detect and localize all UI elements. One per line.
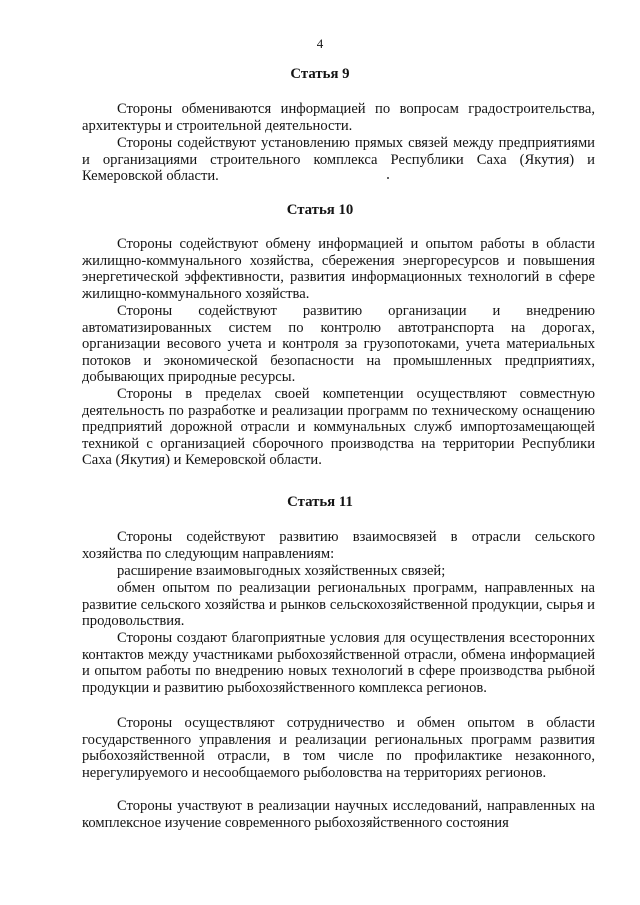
article-10-paragraph-1: Стороны содействуют обмену информацией и опытом работы в области жилищно-коммунального хозяйства, сбережения энергоресурсов и повышения энергетической эффективности, развития информационных технологий в сфере жилищно-коммунального хозяйства. <box>82 236 595 302</box>
article-9-paragraph-2: Стороны содействуют установлению прямых связей между предприятиями и организациями строительного комплекса Республики Саха (Якутия) и Кемеровской области. <box>82 135 595 185</box>
article-11-heading: Статья 11 <box>287 494 353 510</box>
scan-speck <box>387 177 389 179</box>
article-10-paragraph-2: Стороны содействуют развитию организации и внедрению автоматизированных систем по контролю автотранспорта на дорогах, организации весового учета и контроля за грузопотоками, учета материальных потоков и экономической безопасности на промышленных предприятиях, добывающих природные ресурсы. <box>82 303 595 386</box>
article-11-paragraph-4: Стороны создают благоприятные условия для осуществления всесторонних контактов между участниками рыбохозяйственной отрасли, обмена информацией и опытом работы по внедрению новых технологий в сфере производства рыбной продукции и развитию рыбохозяйственного комплекса регионов. <box>82 630 595 696</box>
article-11-paragraph-5: Стороны осуществляют сотрудничество и обмен опытом в области государственного управления и реализации региональных программ развития рыбохозяйственной отрасли, в том числе по профилактике незаконного, нерегулируемого и несообщаемого рыболовства на территориях регионов. <box>82 715 595 781</box>
article-11-paragraph-3: обмен опытом по реализации региональных программ, направленных на развитие сельского хозяйства и рынков сельскохозяйственной продукции, сырья и продовольствия. <box>82 580 595 630</box>
article-10-paragraph-3: Стороны в пределах своей компетенции осуществляют совместную деятельность по разработке и реализации программ по техническому оснащению предприятий дорожной отрасли и коммунальных служб импортозамещающей техникой с организацией сборочного производства на территории Республики Саха (Якутия) и Кемеровской области. <box>82 386 595 469</box>
article-9-paragraph-1: Стороны обмениваются информацией по вопросам градостроительства, архитектуры и строительной деятельности. <box>82 101 595 134</box>
article-10-heading: Статья 10 <box>286 202 354 218</box>
article-9-heading: Статья 9 <box>290 66 350 82</box>
article-11-paragraph-6: Стороны участвуют в реализации научных исследований, направленных на комплексное изучение современного рыбохозяйственного состояния <box>82 798 595 831</box>
page-number: 4 <box>316 36 324 51</box>
article-11-paragraph-2: расширение взаимовыгодных хозяйственных связей; <box>117 563 446 579</box>
article-11-paragraph-1: Стороны содействуют развитию взаимосвязей в отрасли сельского хозяйства по следующим направлениям: <box>82 529 595 562</box>
